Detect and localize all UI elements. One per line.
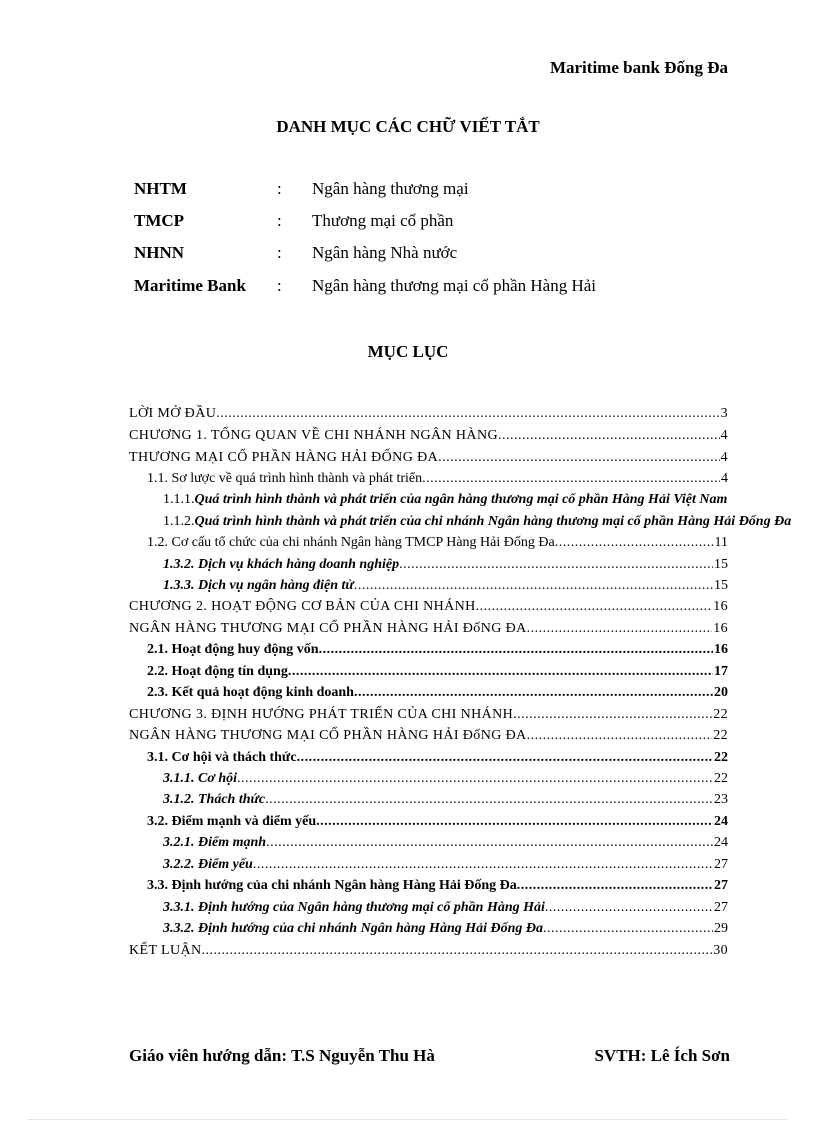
toc-entry[interactable] bbox=[163, 769, 728, 789]
toc-page-number: 27 bbox=[714, 878, 728, 893]
page-bottom-divider bbox=[28, 1119, 788, 1120]
toc-page-number: 16 bbox=[713, 621, 728, 636]
toc-page-number: 27 bbox=[714, 857, 728, 872]
toc-dot-leader bbox=[237, 769, 713, 789]
toc-entry-text: THƯƠNG MẠI CỔ PHẦN HÀNG HẢI ĐỐNG ĐA bbox=[129, 450, 439, 465]
toc-entry[interactable] bbox=[163, 555, 728, 575]
toc-entry[interactable] bbox=[163, 512, 816, 532]
toc-entry[interactable] bbox=[147, 533, 728, 553]
toc-entry[interactable] bbox=[163, 790, 728, 810]
toc-dot-leader bbox=[288, 662, 713, 682]
toc-entry[interactable] bbox=[129, 597, 728, 617]
toc-entry-text: NGÂN HÀNG THƯƠNG MẠI CỔ PHẦN HÀNG HẢI ĐốNG ĐA bbox=[129, 728, 527, 743]
toc-dot-leader bbox=[543, 919, 713, 939]
abbreviation-meaning: Ngân hàng thương mại bbox=[312, 179, 469, 198]
toc-page-number: 22 bbox=[713, 707, 728, 722]
toc-entry-text: Quá trình hình thành và phát triển của chi nhánh Ngân hàng thương mại cổ phần Hàng Hải Đống Đa bbox=[194, 514, 792, 529]
toc-entry-text: 3.1. Cơ hội và thách thức bbox=[147, 750, 297, 765]
toc-entry-text: Quá trình hình thành và phát triển của ngân hàng thương mại cổ phần Hàng Hải Việt Nam bbox=[194, 492, 728, 507]
toc-page-number: 15 bbox=[714, 557, 728, 572]
toc-entry[interactable] bbox=[147, 662, 728, 682]
toc-entry-text: 3.2.2. Điểm yếu bbox=[163, 857, 253, 872]
toc-dot-leader bbox=[399, 555, 713, 575]
toc-dot-leader bbox=[555, 533, 714, 553]
abbreviation-term: NHTM bbox=[134, 179, 187, 198]
supervisor-signature-line: Giáo viên hướng dẫn: T.S Nguyễn Thu Hà bbox=[129, 1046, 435, 1065]
toc-entry[interactable] bbox=[129, 619, 728, 639]
toc-entry[interactable] bbox=[147, 683, 728, 703]
toc-page-number: 30 bbox=[713, 943, 728, 958]
abbreviation-separator: : bbox=[277, 276, 282, 295]
abbreviation-term: NHNN bbox=[134, 243, 185, 262]
toc-dot-leader bbox=[316, 812, 713, 832]
student-signature-line: SVTH: Lê Ích Sơn bbox=[594, 1046, 730, 1065]
toc-entry[interactable] bbox=[129, 404, 728, 424]
toc-dot-leader bbox=[354, 683, 713, 703]
header-bank-name: Maritime bank Đống Đa bbox=[549, 58, 728, 77]
toc-page-number: 17 bbox=[714, 664, 728, 679]
toc-dot-leader bbox=[476, 597, 713, 617]
toc-dot-leader bbox=[527, 726, 713, 746]
abbreviation-meaning: Ngân hàng thương mại cổ phần Hàng Hải bbox=[312, 276, 596, 295]
toc-entry-text: 2.2. Hoạt động tín dụng bbox=[147, 664, 288, 679]
toc-dot-leader bbox=[498, 426, 720, 446]
toc-entry-text: 1.3.2. Dịch vụ khách hàng doanh nghiệp bbox=[163, 557, 400, 572]
toc-entry-text: 3.3.2. Định hướng của chi nhánh Ngân hàng Hàng Hải Đống Đa bbox=[163, 921, 544, 936]
toc-title: MỤC LỤC bbox=[367, 342, 449, 361]
toc-entry-text: 3.1.2. Thách thức bbox=[163, 792, 266, 807]
toc-dot-leader bbox=[545, 898, 713, 918]
toc-page-number: 24 bbox=[714, 814, 728, 829]
toc-entry-text: NGÂN HÀNG THƯƠNG MẠI CỔ PHẦN HÀNG HẢI ĐốNG ĐA bbox=[129, 621, 527, 636]
toc-entry-text: 2.3. Kết quả hoạt động kinh doanh bbox=[147, 685, 354, 700]
toc-entry-text: KẾT LUẬN bbox=[129, 943, 202, 958]
toc-entry-text: CHƯƠNG 1. TỔNG QUAN VỀ CHI NHÁNH NGÂN HÀNG bbox=[129, 428, 498, 443]
toc-entry-text: 3.3. Định hướng của chi nhánh Ngân hàng Hàng Hải Đống Đa bbox=[147, 878, 517, 893]
toc-dot-leader bbox=[202, 941, 713, 961]
toc-page-number: 16 bbox=[714, 642, 728, 657]
abbreviations-title: DANH MỤC CÁC CHỮ VIẾT TẮT bbox=[276, 117, 540, 136]
toc-page-number: 11 bbox=[714, 535, 728, 550]
toc-entry[interactable] bbox=[129, 448, 728, 468]
toc-entry[interactable] bbox=[163, 833, 728, 853]
toc-dot-leader bbox=[517, 876, 713, 896]
toc-entry[interactable] bbox=[163, 898, 728, 918]
toc-page-number: 4 bbox=[720, 450, 728, 465]
toc-page-number: 24 bbox=[714, 835, 728, 850]
toc-entry-text: 1.2. Cơ cấu tổ chức của chi nhánh Ngân hàng TMCP Hàng Hải Đống Đa bbox=[147, 535, 555, 550]
toc-dot-leader bbox=[253, 855, 713, 875]
toc-page-number: 4 bbox=[721, 471, 728, 486]
toc-entry[interactable] bbox=[129, 426, 728, 446]
abbreviation-separator: : bbox=[277, 243, 282, 262]
toc-page-number: 22 bbox=[714, 750, 728, 765]
toc-entry-text: 3.2.1. Điểm mạnh bbox=[163, 835, 267, 850]
toc-page-number: 29 bbox=[714, 921, 728, 936]
toc-dot-leader bbox=[513, 705, 712, 725]
toc-page-number: 22 bbox=[714, 771, 728, 786]
toc-entry[interactable] bbox=[163, 490, 816, 510]
toc-entry-number: 1.1.1. bbox=[163, 492, 195, 507]
abbreviation-meaning: Thương mại cổ phần bbox=[312, 211, 454, 230]
toc-entry-text: 3.3.1. Định hướng của Ngân hàng thương mại cổ phần Hàng Hải bbox=[163, 900, 545, 915]
toc-dot-leader bbox=[354, 576, 713, 596]
toc-dot-leader bbox=[438, 448, 719, 468]
toc-entry-text: 1.1. Sơ lược về quá trình hình thành và phát triển bbox=[147, 471, 423, 486]
toc-entry-text: 3.1.1. Cơ hội bbox=[163, 771, 238, 786]
toc-entry-text: 2.1. Hoạt động huy động vốn bbox=[147, 642, 319, 657]
toc-entry[interactable] bbox=[147, 469, 728, 489]
abbreviation-separator: : bbox=[277, 211, 282, 230]
abbreviation-separator: : bbox=[277, 179, 282, 198]
abbreviation-term: TMCP bbox=[134, 211, 185, 230]
toc-page-number: 16 bbox=[713, 599, 728, 614]
toc-entry-text: LỜI MỞ ĐẦU bbox=[129, 406, 217, 421]
toc-page-number: 22 bbox=[713, 728, 728, 743]
toc-page-number: 23 bbox=[714, 792, 728, 807]
toc-entry-text: 3.2. Điểm mạnh và điểm yếu bbox=[147, 814, 317, 829]
toc-page-number: 20 bbox=[714, 685, 728, 700]
toc-page-number: 15 bbox=[714, 578, 728, 593]
toc-entry[interactable] bbox=[129, 705, 728, 725]
toc-entry[interactable] bbox=[163, 576, 728, 596]
toc-page-number: 4 bbox=[720, 428, 728, 443]
toc-dot-leader bbox=[422, 469, 720, 489]
toc-entry[interactable] bbox=[147, 812, 728, 832]
toc-entry[interactable] bbox=[147, 876, 728, 896]
toc-entry[interactable] bbox=[129, 726, 728, 746]
toc-entry-text: 1.3.3. Dịch vụ ngân hàng điện tử bbox=[163, 578, 354, 593]
toc-entry-number: 1.1.2. bbox=[163, 514, 195, 529]
toc-page-number: 3 bbox=[720, 406, 728, 421]
toc-entry[interactable] bbox=[147, 748, 728, 768]
toc-page-number: 27 bbox=[714, 900, 728, 915]
toc-entry-text: CHƯƠNG 2. HOẠT ĐỘNG CƠ BẢN CỦA CHI NHÁNH bbox=[129, 599, 476, 614]
toc-dot-leader bbox=[265, 790, 713, 810]
toc-dot-leader bbox=[266, 833, 713, 853]
toc-dot-leader bbox=[297, 748, 713, 768]
toc-dot-leader bbox=[527, 619, 713, 639]
abbreviation-meaning: Ngân hàng Nhà nước bbox=[312, 243, 458, 262]
abbreviation-term: Maritime Bank bbox=[134, 276, 246, 295]
toc-entry[interactable] bbox=[163, 919, 728, 939]
toc-entry[interactable] bbox=[147, 640, 728, 660]
toc-entry-text: CHƯƠNG 3. ĐỊNH HƯỚNG PHÁT TRIỂN CỦA CHI NHÁNH bbox=[129, 707, 514, 722]
toc-entry[interactable] bbox=[129, 941, 728, 961]
toc-dot-leader bbox=[319, 640, 713, 660]
toc-dot-leader bbox=[216, 404, 719, 424]
toc-entry[interactable] bbox=[163, 855, 728, 875]
